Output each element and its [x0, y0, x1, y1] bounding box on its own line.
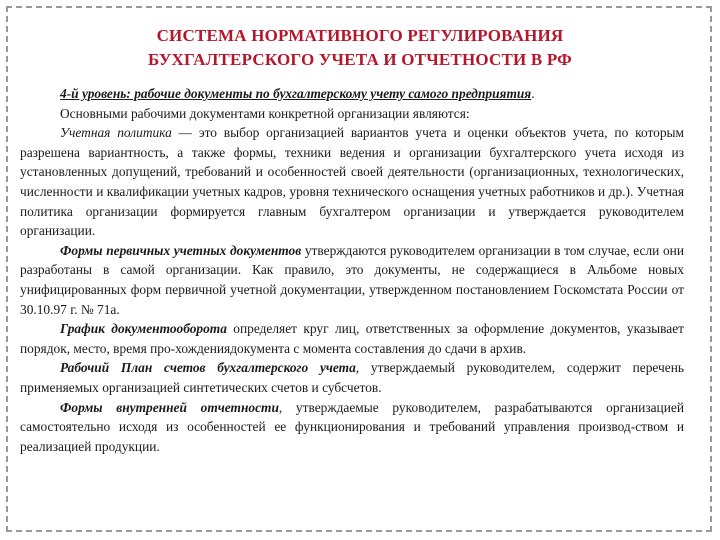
text-document-flow: определяет круг лиц, ответственных за оформление документов, указывает порядок, место, время про-хождениядокумента с момента составления до сдачи в архив.	[20, 321, 685, 356]
term-chart-of-accounts: Рабочий План счетов бухгалтерского учета	[60, 360, 356, 376]
level-heading-text: 4-й уровень: рабочие документы по бухгалтерскому учету самого предприятия	[60, 86, 532, 101]
slide-title	[60, 24, 660, 72]
paragraph-internal-reporting	[20, 398, 684, 457]
intro-paragraph: Основными рабочими документами конкретной организации являются:	[60, 105, 470, 121]
text-primary-forms: утверждаются руководителем организации в том случае, если они разработаны в самой организации. Как правило, это документы, не содержащиеся в Альбоме новых унифицированных форм первичной учетной документации, утвержденном постановлением Госкомстата России от 30.10.97 г. № 71а.	[20, 242, 684, 317]
title-line-1: СИСТЕМА НОРМАТИВНОГО РЕГУЛИРОВАНИЯ	[156, 26, 564, 45]
paragraph-chart-of-accounts	[20, 358, 684, 397]
term-primary-forms: Формы первичных учетных документов	[60, 242, 302, 258]
level-heading	[20, 84, 684, 104]
text-internal-reporting: , утверждаемые руководителем, разрабатываются организацией самостоятельно исходя из особенностей ее функционирования и требований управления производ-ством и реализацией продукции.	[20, 399, 684, 454]
term-document-flow: График документооборота	[60, 321, 227, 337]
term-accounting-policy: Учетная политика	[60, 125, 172, 141]
text-accounting-policy: — это выбор организацией вариантов учета и оценки объектов учета, по которым разрешена вариантность, а также формы, техники ведения и организации бухгалтерского учета исходя из установленных допущений, требований и особенностей своей деятельности (организационных, технологических, численности и квалификации учетных кадров, уровня технического оснащения учетных работников и др.). Учетная политика организации формируется главным бухгалтером организации и утверждается руководителем организации.	[20, 125, 684, 239]
level-heading-end: .	[531, 86, 535, 101]
slide-body	[20, 84, 684, 456]
term-internal-reporting: Формы внутренней отчетности	[60, 399, 279, 415]
paragraph-document-flow	[20, 319, 684, 358]
paragraph-accounting-policy	[20, 123, 684, 241]
title-line-2: БУХГАЛТЕРСКОГО УЧЕТА И ОТЧЕТНОСТИ В РФ	[148, 50, 572, 69]
text-chart-of-accounts: , утверждаемый руководителем, содержит перечень применяемых организацией синтетических счетов и субсчетов.	[20, 360, 684, 395]
paragraph-primary-forms	[20, 241, 684, 319]
